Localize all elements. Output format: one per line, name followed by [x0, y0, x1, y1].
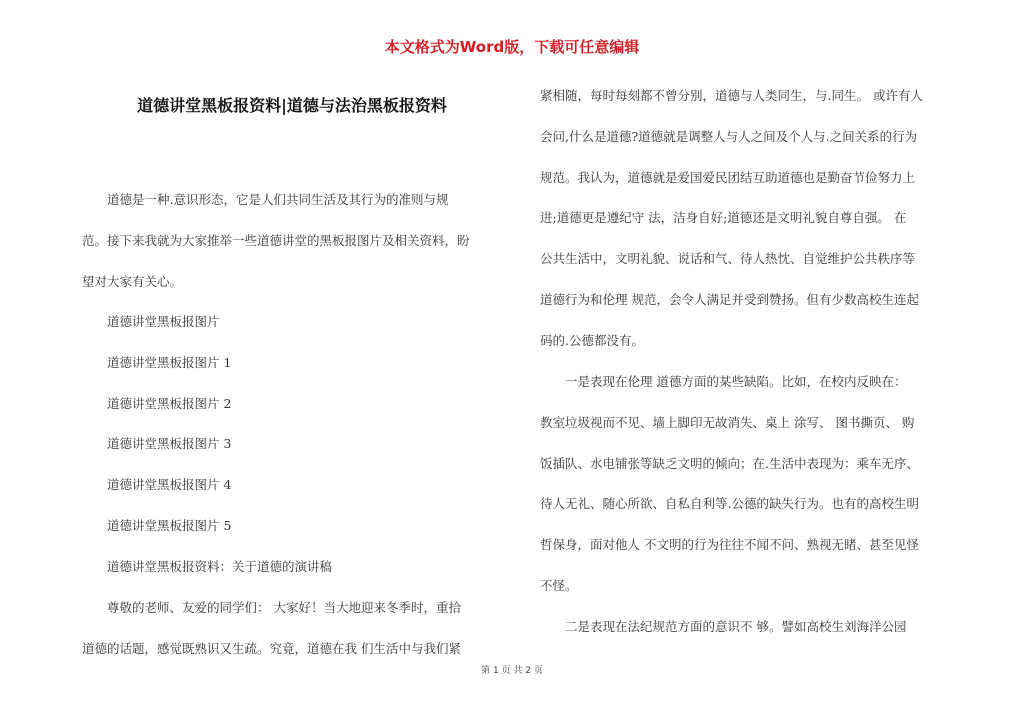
speech-paragraph [82, 588, 502, 670]
word-format-banner: 本文格式为Word版，下载可任意编辑 [384, 38, 640, 56]
text-line: 待人无礼、随心所欲、自私自利等.公德的缺失行为。也有的高校生明 [540, 496, 919, 512]
text-line: 饭插队、水电铺张等缺乏文明的倾向；在.生活中表现为：乘车无序、 [540, 455, 919, 471]
right-column [540, 76, 962, 656]
list-item: 道德讲堂黑板报图片 [82, 314, 220, 329]
text-line: 范。接下来我就为大家推举一些道德讲堂的黑板报图片及相关资料，盼 [82, 232, 470, 248]
list-item: 道德讲堂黑板报图片 1 [82, 355, 232, 370]
list-item: 道德讲堂黑板报图片 4 [82, 477, 232, 492]
text-line: 公共生活中，文明礼貌、说话和气、待人热忱、自觉维护公共秩序等 [540, 251, 916, 267]
intro-paragraph [82, 180, 502, 302]
text-line: 规范。我认为，道德就是爱国爱民团结互助道德也是勤奋节俭努力上 [540, 169, 916, 185]
document-title: 道德讲堂黑板报资料|道德与法治黑板报资料 [137, 96, 447, 115]
body-paragraph [540, 607, 962, 648]
text-line: 道德的话题，感觉既熟识又生疏。究竟，道德在我 们生活中与我们紧 [82, 640, 461, 656]
body-paragraph [540, 76, 962, 362]
text-line: 教室垃圾视而不见、墙上脚印无故消失、桌上 涂写、 图书撕页、 购 [540, 414, 915, 430]
text-line: 进;道德更是遵纪守 法，洁身自好;道德还是文明礼貌自尊自强。 在 [540, 210, 907, 226]
text-line: 码的.公德都没有。 [540, 332, 644, 348]
left-column [82, 180, 502, 660]
text-line: 紧相随，每时每刻都不曾分别，道德与人类同生，与.同生。 或许有人 [540, 88, 923, 103]
page-number-footer: 第 1 页 共 2 页 [481, 666, 543, 676]
text-line: 道德是一种.意识形态，它是人们共同生活及其行为的准则与规 [82, 192, 449, 207]
text-line: 哲保身，面对他人 不文明的行为往往不闻不问、熟视无睹、甚至见怪 [540, 537, 919, 553]
text-line: 不怪。 [540, 577, 578, 593]
list-item: 道德讲堂黑板报图片 3 [82, 436, 232, 451]
speech-heading: 道德讲堂黑板报资料：关于道德的演讲稿 [82, 559, 333, 574]
text-line: 二是表现在法纪规范方面的意识不 够。譬如高校生刘海洋公园 [540, 619, 907, 634]
text-line: 道德行为和伦理 规范，会令人满足并受到赞扬。但有少数高校生连起 [540, 291, 919, 307]
list-item: 道德讲堂黑板报图片 2 [82, 396, 232, 411]
text-line: 会问,什么是道德?道德就是调整人与人之间及个人与.之间关系的行为 [540, 128, 918, 144]
text-line: 望对大家有关心。 [82, 273, 183, 289]
text-line: 尊敬的老师、友爱的同学们： 大家好！当大地迎来冬季时，重拾 [82, 600, 461, 615]
text-line: 一是表现在伦理 道德方面的某些缺陷。比如，在校内反映在： [540, 374, 907, 389]
body-paragraph [540, 362, 962, 607]
list-item: 道德讲堂黑板报图片 5 [82, 518, 232, 533]
